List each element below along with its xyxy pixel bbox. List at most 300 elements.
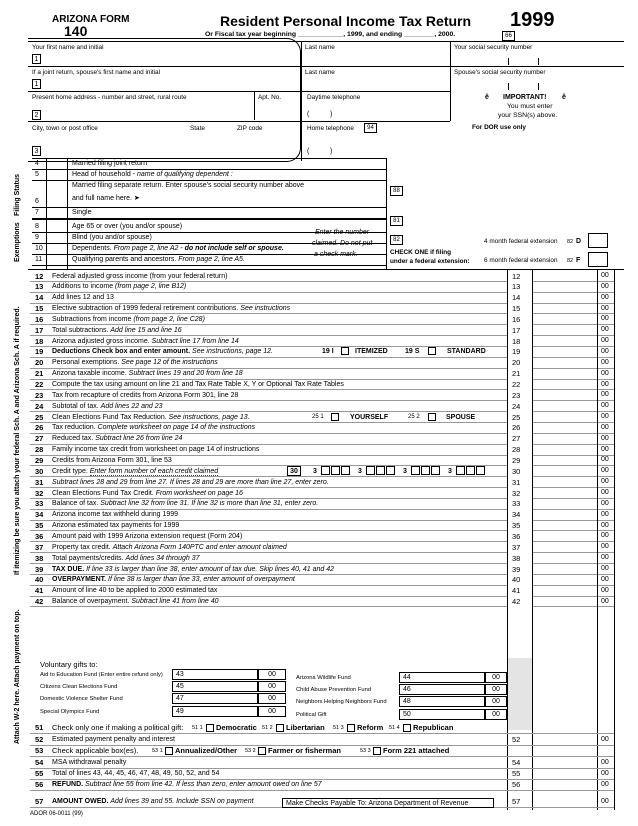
credit-form-digit[interactable] (321, 466, 330, 475)
party-code: 51 2 (262, 725, 273, 731)
row-entry-box[interactable] (49, 182, 65, 206)
credit-form-prefix: 3 (403, 467, 407, 475)
line-number-col: 18 (512, 336, 521, 346)
penalty-code: 53 2 (245, 748, 256, 754)
row-text (72, 233, 152, 242)
amount-input[interactable] (534, 282, 596, 291)
amount-input[interactable] (534, 369, 596, 378)
gift-label: Child Abuse Prevention Fund (296, 687, 372, 694)
line-label: Compute the tax using amount on line 21 and Tax Rate Table X, Y or Optional Tax Rate Tables (52, 381, 344, 388)
line-text (52, 554, 199, 563)
zip-label: ZIP code (237, 125, 263, 132)
row-text-2: and full name here. ➤ (72, 195, 140, 202)
penalty-label: Farmer or fisherman (268, 746, 341, 755)
row-entry-box[interactable] (49, 245, 65, 253)
gift-label: Citizens Clean Elections Fund (40, 684, 118, 691)
line-text (52, 326, 182, 335)
yourself-label: YOURSELF (350, 413, 389, 421)
cents: 00 (601, 597, 609, 605)
line-text (52, 510, 178, 519)
line-number-col: 36 (512, 531, 521, 541)
row-label-italic: name of qualifying dependent : (137, 171, 233, 178)
row-text (72, 181, 304, 190)
line-label: Balance of tax. (52, 500, 101, 508)
line-number: 52 (35, 735, 44, 744)
line-number-col: 16 (512, 314, 521, 324)
amount-input[interactable] (534, 314, 596, 323)
cents: 00 (601, 759, 609, 766)
line-number-col: 15 (512, 304, 521, 314)
ext6-code: 82 (567, 258, 574, 264)
cents: 00 (601, 434, 609, 442)
spouse-ssn-label: Spouse's social security number (454, 69, 546, 76)
row-entry-box[interactable] (49, 160, 65, 168)
line-label: Tax reduction. (52, 424, 98, 432)
city-input[interactable] (45, 140, 185, 150)
city-label: City, town or post office (32, 125, 98, 132)
gift-cents: 00 (485, 672, 507, 683)
row-text (72, 208, 91, 217)
line-text (52, 735, 175, 744)
penalty-checkbox[interactable] (373, 747, 381, 755)
ext6-letter: F (576, 257, 581, 264)
line-label: Balance of overpayment. (52, 598, 132, 605)
line-text (52, 337, 239, 346)
row-number: 11 (35, 256, 43, 263)
line-note: Subtract lines 28 and 29 from line 27. If lines 28 and 29 are more than line 27, enter zero. (52, 478, 329, 486)
line-text (52, 586, 217, 595)
line-number-col: 38 (512, 553, 521, 563)
line-text (52, 780, 322, 789)
home-paren-close: ) (330, 148, 333, 155)
amount-input[interactable] (534, 542, 596, 551)
amount-input[interactable] (534, 564, 596, 573)
party-checkbox[interactable] (206, 724, 214, 732)
credit-form-digit[interactable] (411, 466, 420, 475)
cents: 00 (601, 586, 609, 594)
amount-input[interactable] (534, 401, 596, 410)
standard-label: STANDARD (447, 348, 486, 356)
line-note: Attach Arizona Form 140PTC and enter amount claimed (112, 543, 287, 551)
line-number-col: 13 (512, 282, 521, 292)
party-checkbox[interactable] (347, 724, 355, 732)
box-1b: 1 (32, 79, 41, 89)
box-3: 3 (32, 146, 41, 156)
line-note: Complete worksheet on page 14 of the instructions (97, 424, 256, 432)
credit-form-digit[interactable] (476, 466, 485, 475)
row-text (72, 159, 147, 168)
cents: 00 (601, 467, 609, 475)
amount-input[interactable] (534, 586, 596, 595)
line-number: 20 (35, 358, 44, 368)
line-number: 54 (35, 758, 44, 767)
cents: 00 (601, 347, 609, 355)
cents: 00 (601, 736, 609, 743)
line-label: Arizona adjusted gross income. (52, 337, 152, 345)
line19-label: Deductions Check box and enter amount. (52, 348, 193, 356)
spouse-last-input[interactable] (305, 79, 445, 89)
line-label: Amount of line 40 to be applied to 2000 estimated tax (52, 587, 218, 595)
amount-input[interactable] (534, 358, 596, 367)
amount-input[interactable] (534, 735, 596, 744)
code-66: 66 (502, 31, 515, 41)
credit-form-digit[interactable] (366, 466, 375, 475)
row-label-italic: From page 2, line A2 - (113, 245, 185, 252)
line-number: 25 (35, 412, 44, 422)
amount-input[interactable] (534, 575, 596, 584)
party-checkbox[interactable] (276, 724, 284, 732)
line-number: 24 (35, 401, 44, 411)
standard-checkbox[interactable] (428, 347, 436, 355)
amount-input[interactable] (534, 271, 596, 280)
gift-cents: 00 (258, 693, 286, 704)
row-label: Blind (you and/or spouse) (72, 234, 152, 241)
exemptions-side-label: Exemptions (14, 222, 21, 262)
line19-note: See instructions, page 12. (192, 348, 273, 356)
credit-form-prefix: 3 (313, 467, 317, 475)
amount-input[interactable] (534, 293, 596, 302)
amount-input[interactable] (534, 390, 596, 399)
state-input[interactable] (190, 140, 230, 150)
cents: 00 (601, 293, 609, 301)
row-number: 8 (35, 223, 39, 230)
gift-number-box: 43 (172, 669, 258, 680)
line-label: Clean Elections Fund Tax Credit. (52, 489, 156, 497)
row-label: Head of household - (72, 171, 137, 178)
row-label: Age 65 or over (you and/or spouse) (72, 223, 183, 230)
penalty-code: 53 3 (360, 748, 371, 754)
gift-cents: 00 (485, 684, 507, 695)
party-checkbox[interactable] (403, 724, 411, 732)
row-number: 4 (35, 160, 39, 167)
gift-number-box: 50 (399, 709, 485, 720)
line-number-col: 27 (512, 434, 521, 444)
line-number: 13 (35, 282, 44, 292)
ext4-checkbox[interactable] (588, 233, 608, 248)
party-code: 51 3 (333, 725, 344, 731)
credit-form-digit[interactable] (466, 466, 475, 475)
credit-form-digit[interactable] (421, 466, 430, 475)
line-label: Property tax credit. (52, 543, 113, 551)
line-number: 38 (35, 553, 44, 563)
line-number: 33 (35, 499, 44, 509)
credit-form-digit[interactable] (456, 466, 465, 475)
line-label: Elective subtraction of 1999 federal retirement contributions. (52, 305, 241, 313)
amount-input[interactable] (534, 380, 596, 389)
code-25-1: 25 1 (312, 413, 324, 420)
gift-cents: 00 (258, 681, 286, 692)
line-text (52, 456, 172, 465)
spouse-label: SPOUSE (446, 413, 476, 421)
gift-number-box: 45 (172, 681, 258, 692)
line-label: Reduced tax. (52, 435, 96, 443)
line-bold: OVERPAYMENT. (52, 576, 109, 584)
line25-label: Clean Elections Fund Tax Reduction. (52, 413, 169, 421)
line-note: Add lines 22 and 23 (100, 402, 163, 410)
amount-input[interactable] (534, 499, 596, 508)
credit-form-digit[interactable] (376, 466, 385, 475)
amount-input[interactable] (534, 510, 596, 519)
row-number: 5 (35, 171, 39, 178)
line-number: 35 (35, 521, 44, 530)
row-label: Married filing joint return (72, 160, 148, 167)
important-label: IMPORTANT! (503, 94, 547, 101)
amount-input[interactable] (534, 797, 596, 806)
line-label: Subtractions from income (52, 315, 134, 323)
cents: 00 (601, 575, 609, 583)
code-25-2: 25 2 (408, 413, 420, 420)
row-entry-box[interactable] (49, 256, 65, 264)
line-number: 23 (35, 390, 44, 400)
ext4-label: 4 month federal extension (484, 238, 558, 245)
line-number: 21 (35, 369, 44, 379)
penalty-code: 53 1 (152, 748, 163, 754)
party-label: Reform (357, 723, 384, 732)
amount-input[interactable] (534, 477, 596, 486)
line-number-col: 31 (512, 477, 521, 487)
amount-input[interactable] (534, 521, 596, 530)
ssn-input[interactable] (454, 54, 614, 64)
cents: 00 (601, 456, 609, 464)
line-note: Subtract line 41 from line 40 (131, 598, 219, 605)
cents: 00 (601, 510, 609, 518)
credit-form-prefix: 3 (448, 467, 452, 475)
amount-input[interactable] (534, 304, 596, 313)
ssn-label: Your social security number (454, 44, 533, 51)
line-note: (from page 2, line B12) (115, 283, 187, 291)
line-number-col: 42 (512, 597, 521, 606)
line-number: 26 (35, 423, 44, 433)
cents: 00 (601, 532, 609, 540)
cents: 00 (601, 380, 609, 388)
line-text (52, 499, 318, 508)
form-name: ARIZONA FORM (52, 14, 130, 25)
amount-input[interactable] (534, 758, 596, 767)
filing-status-side-label: Filing Status (14, 174, 21, 216)
cents: 00 (601, 315, 609, 323)
line-number: 34 (35, 510, 44, 520)
line-note: Add line 15 and line 16 (110, 326, 182, 334)
line-label: Personal exemptions. (52, 359, 122, 367)
arrow-icon: ê (485, 94, 489, 101)
line30-text (52, 467, 218, 476)
spouse-checkbox[interactable] (428, 413, 436, 421)
ext4-letter: D (576, 238, 582, 245)
credit-form-digit[interactable] (386, 466, 395, 475)
line-number-col: 14 (512, 293, 521, 303)
cents: 00 (601, 337, 609, 345)
line-label: Additions to income (52, 283, 116, 291)
amount-input[interactable] (534, 412, 596, 421)
line-number-col: 23 (512, 390, 521, 400)
line-number-col: 40 (512, 575, 521, 585)
party-label: Democratic (216, 723, 257, 732)
penalty-checkbox[interactable] (258, 747, 266, 755)
row-text (72, 244, 284, 253)
line-number-col: 52 (512, 735, 521, 744)
amount-input[interactable] (534, 780, 596, 789)
amount-input[interactable] (534, 336, 596, 345)
line-number: 53 (35, 746, 44, 755)
line-text (52, 575, 295, 584)
line-text (52, 769, 219, 778)
arrow-icon-right: ê (562, 94, 566, 101)
line-text (52, 434, 182, 443)
amount-input[interactable] (534, 531, 596, 540)
line25-text (52, 413, 250, 422)
home-phone-input[interactable] (338, 147, 383, 157)
yourself-checkbox[interactable] (331, 413, 339, 421)
itemizing-side-label: If itemizing be sure you attach your federal Sch. A and Arizona Sch. A if required. (14, 306, 21, 575)
row-entry-box[interactable] (49, 234, 65, 242)
zip-input[interactable] (237, 140, 292, 150)
amount-input[interactable] (534, 597, 596, 606)
row-entry-box[interactable] (49, 171, 65, 179)
tax-year: 1999 (510, 9, 555, 31)
line-label: Estimated payment penalty and interest (52, 736, 175, 743)
spouse-first-label: If a joint return, spouse's first name and initial (32, 69, 161, 76)
line-text (52, 369, 243, 378)
daytime-phone-label: Daytime telephone (307, 94, 361, 101)
first-name-input[interactable] (45, 54, 295, 64)
form-number: 140 (64, 23, 88, 39)
line-text (52, 380, 344, 389)
itemized-label: ITEMIZED (355, 348, 388, 356)
line-label: Amount paid with 1999 Arizona extension request (Form 204) (52, 532, 243, 540)
line-label: Arizona taxable income. (52, 370, 129, 378)
row-label: Married filing separate return. Enter spouse's social security number above (72, 182, 305, 189)
row-text (72, 222, 182, 231)
line-number: 22 (35, 380, 44, 389)
line-label: Add lines 12 and 13 (52, 294, 114, 302)
exempt-note-2: claimed. Do not put (312, 240, 373, 247)
line-label: Total payments/credits. (52, 554, 126, 562)
line-number-col: 41 (512, 586, 521, 596)
must-enter-2: your SSN(s) above. (498, 112, 558, 119)
gift-label: Arizona Wildlife Fund (296, 675, 351, 681)
line-note: From worksheet on page 16 (155, 489, 243, 497)
penalty-checkbox[interactable] (165, 747, 173, 755)
daytime-phone-input[interactable] (338, 110, 443, 120)
cents: 00 (601, 554, 609, 562)
amount-input[interactable] (534, 488, 596, 497)
gift-number-box: 47 (172, 693, 258, 704)
dor-use-label: For DOR use only (472, 124, 526, 131)
amount-input[interactable] (534, 769, 596, 778)
attach-side-label: Attach W-2 here. Attach payment on top. (14, 609, 21, 744)
amount-input[interactable] (534, 347, 596, 356)
line-label: Credits from Arizona Form 301, line 53 (52, 456, 172, 464)
cents: 00 (601, 781, 609, 788)
line-number-col: 35 (512, 521, 521, 530)
line-number: 36 (35, 531, 44, 541)
line-text (52, 797, 254, 806)
line-number: 14 (35, 293, 44, 303)
ext4-code: 82 (567, 239, 574, 245)
line-label: Total of lines 43, 44, 45, 46, 47, 48, 49, 50, 52, and 54 (52, 770, 220, 777)
amount-input[interactable] (534, 325, 596, 334)
code-30: 30 (287, 466, 301, 476)
gift-label: Aid to Education Fund (Enter entire refund only) (40, 672, 163, 678)
cents: 00 (601, 499, 609, 507)
ext6-checkbox[interactable] (588, 252, 608, 267)
line-label: Total subtractions. (52, 326, 111, 334)
line53-label: Check applicable box(es). (52, 746, 139, 755)
address-input[interactable] (45, 108, 250, 118)
row-entry-box[interactable] (49, 223, 65, 231)
code-94: 94 (364, 123, 377, 133)
amount-input[interactable] (534, 445, 596, 454)
row-label-italic: From page 2, line A5. (178, 256, 245, 263)
cents: 00 (601, 770, 609, 777)
line-note: Add lines 34 through 37 (125, 554, 200, 562)
line-note: Subtract line 17 from line 14 (151, 337, 239, 345)
line-number-col: 34 (512, 510, 521, 520)
day-paren-close: ) (330, 111, 333, 118)
line-number-col: 22 (512, 380, 521, 389)
row-entry-box[interactable] (49, 209, 65, 217)
make-checks-payable: Make Checks Payable To: Arizona Department of Revenue (282, 798, 494, 808)
cents: 00 (601, 543, 609, 551)
line30-label: Credit type. (52, 467, 90, 475)
line-number: 56 (35, 780, 44, 789)
amount-input[interactable] (534, 423, 596, 432)
line-label: Family income tax credit from worksheet on page 14 of instructions (52, 446, 260, 454)
amount-input[interactable] (534, 553, 596, 562)
cents: 00 (601, 565, 609, 572)
amount-input[interactable] (534, 434, 596, 443)
line-number: 51 (35, 723, 44, 732)
line-bold: AMOUNT OWED. (52, 798, 111, 805)
amount-input[interactable] (534, 455, 596, 464)
state-label: State (190, 125, 205, 132)
last-name-input[interactable] (305, 54, 445, 64)
fiscal-year-line: Or Fiscal tax year beginning ____________, 1999, and ending ________, 2000. (205, 31, 456, 38)
credit-form-digit[interactable] (331, 466, 340, 475)
credit-form-digit[interactable] (341, 466, 350, 475)
cents: 00 (601, 402, 609, 410)
cents: 00 (601, 326, 609, 334)
amount-input[interactable] (534, 466, 596, 475)
line-note: See page 12 of the instructions (121, 359, 218, 367)
row-number: 7 (35, 209, 39, 216)
party-label: Libertarian (286, 723, 325, 732)
cents: 00 (601, 272, 609, 279)
cents: 00 (601, 445, 609, 453)
line-number-col: 12 (512, 271, 521, 281)
line-text (52, 489, 243, 498)
line-bold: TAX DUE. (52, 565, 87, 573)
footer-code: ADOR 06-0011 (99) (30, 811, 83, 817)
itemized-checkbox[interactable] (341, 347, 349, 355)
code-19i: 19 I (322, 348, 334, 356)
line-number-col: 57 (512, 797, 521, 806)
code-82: 82 (390, 235, 403, 245)
check-one-2: under a federal extension: (390, 258, 470, 265)
line-number: 39 (35, 564, 44, 574)
credit-form-digit[interactable] (431, 466, 440, 475)
gift-cents: 00 (485, 709, 507, 720)
line-text (52, 543, 287, 552)
line-text (52, 478, 329, 487)
address-label: Present home address - number and street, rural route (32, 94, 187, 101)
line-number-col: 33 (512, 499, 521, 509)
line-number-col: 20 (512, 358, 521, 368)
line-bold: REFUND. (52, 781, 86, 788)
spouse-ssn-input[interactable] (454, 79, 614, 89)
exempt-note-3: a check mark. (314, 251, 358, 258)
spouse-first-input[interactable] (45, 79, 295, 89)
